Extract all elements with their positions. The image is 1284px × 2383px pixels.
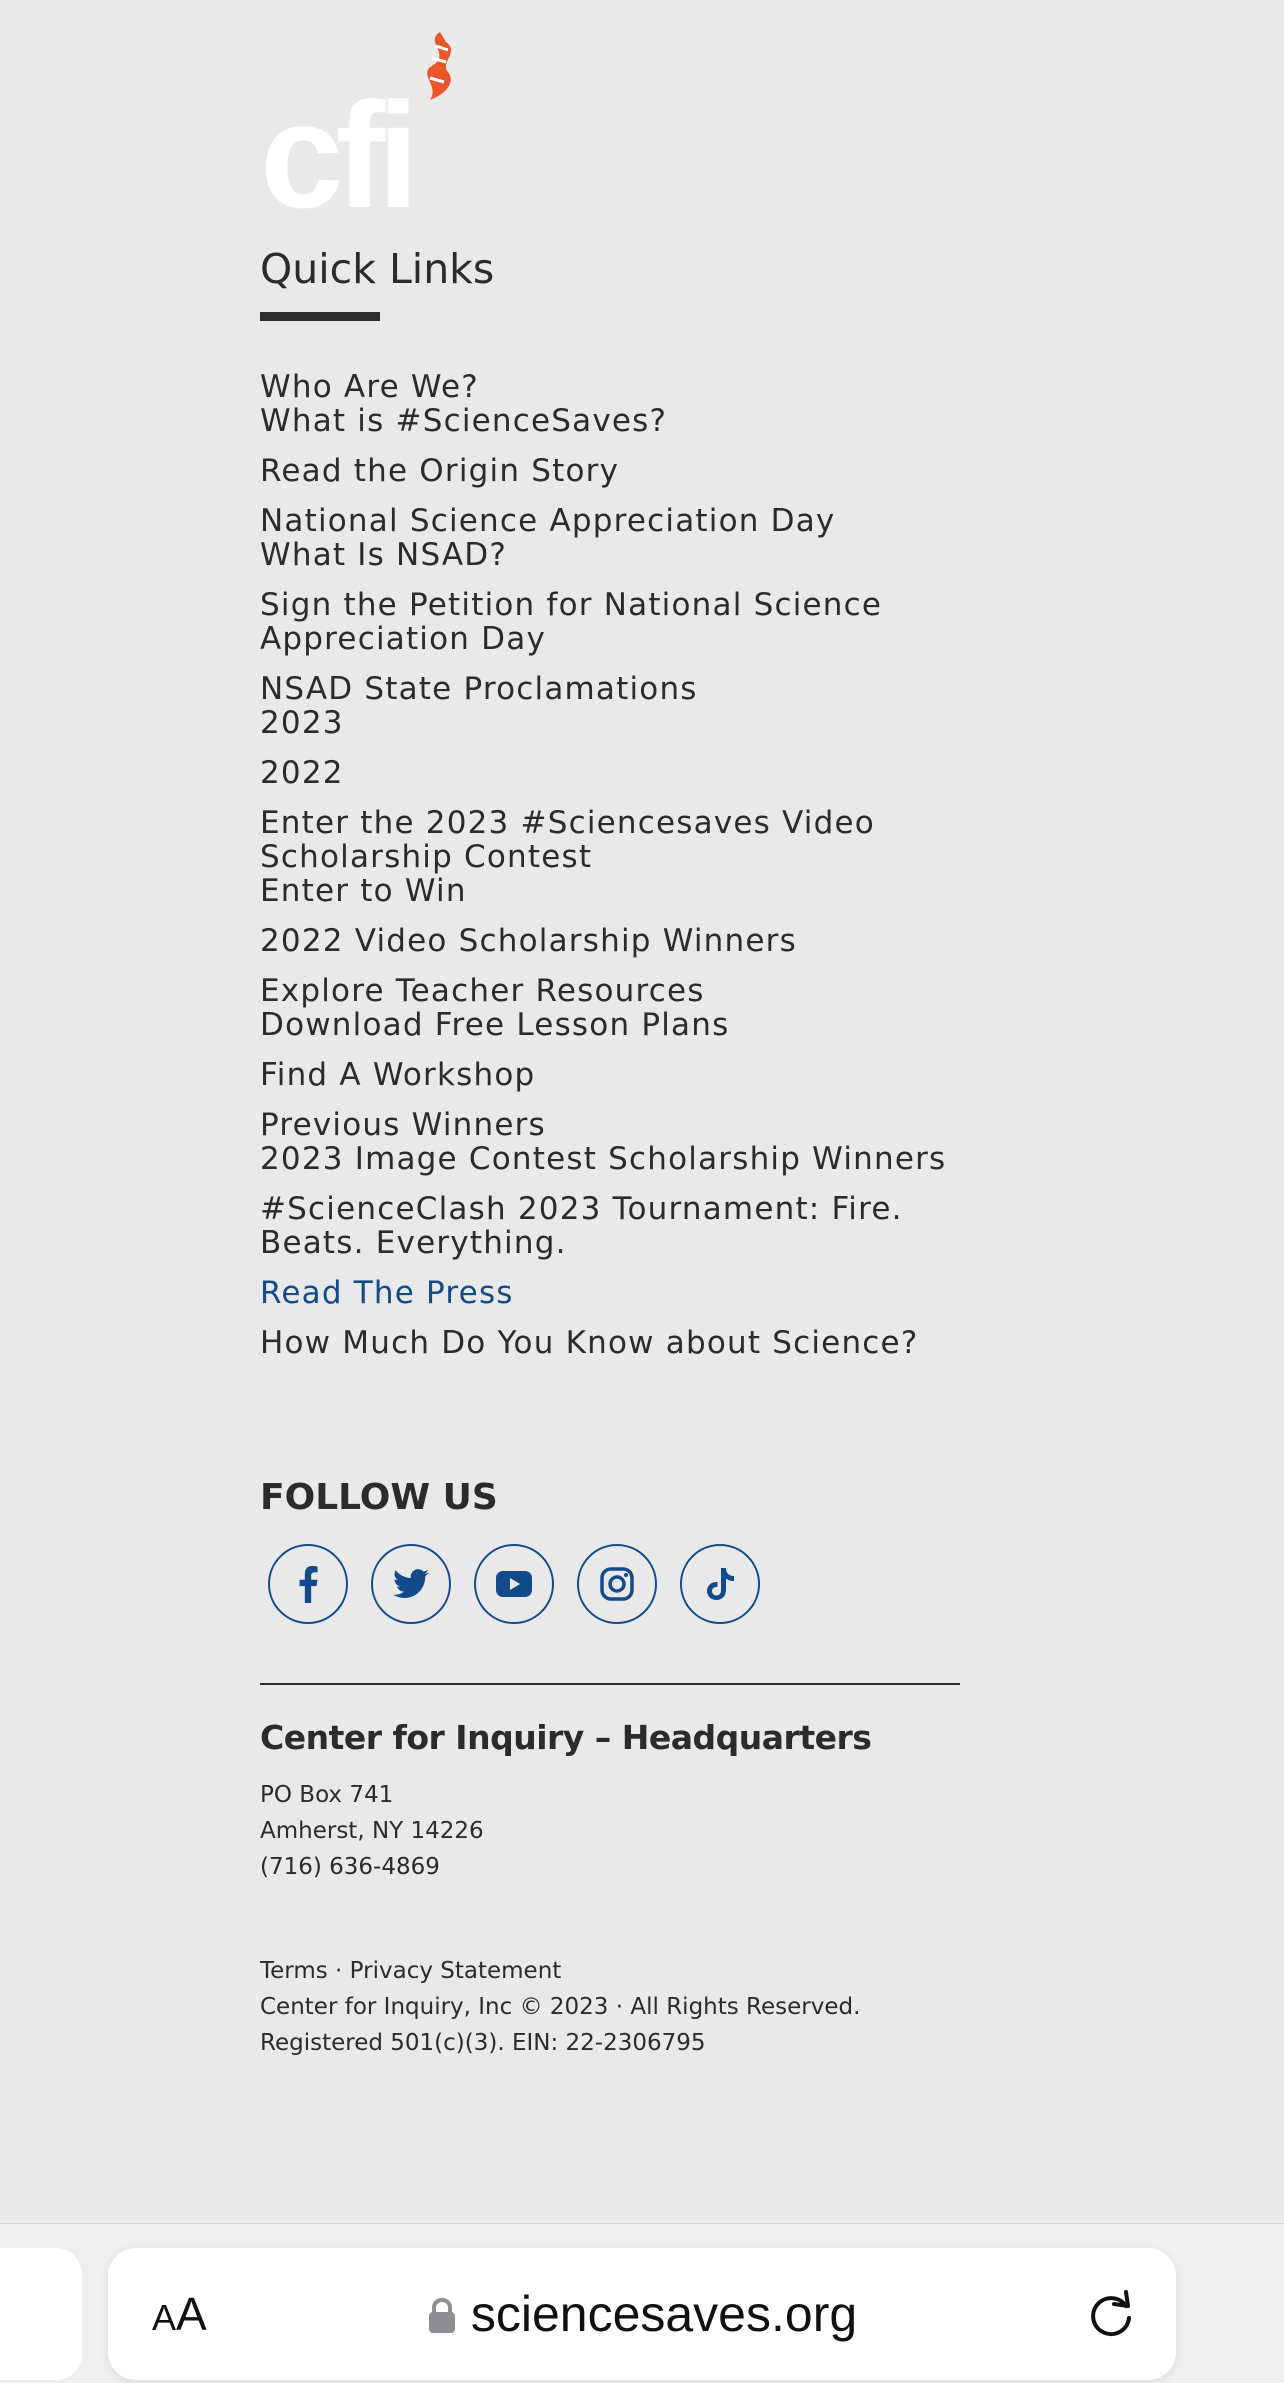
twitter-icon <box>393 1569 429 1599</box>
link-video-contest-cont[interactable]: Scholarship Contest <box>260 839 593 875</box>
tiktok-icon <box>705 1566 735 1602</box>
link-what-is-sciencesaves[interactable]: What is #ScienceSaves? <box>260 403 668 439</box>
hq-address <box>260 1777 484 1885</box>
browser-toolbar <box>0 2223 1284 2383</box>
heading-underline <box>260 312 380 321</box>
copyright-text: Center for Inquiry, Inc © 2023 · All Rights Reserved. <box>260 1994 861 2020</box>
facebook-link[interactable] <box>268 1544 348 1624</box>
link-what-is-nsad[interactable]: What Is NSAD? <box>260 537 508 573</box>
footer-divider <box>260 1683 960 1685</box>
link-sign-petition-cont[interactable]: Appreciation Day <box>260 621 546 657</box>
link-lesson-plans[interactable]: Download Free Lesson Plans <box>260 1007 730 1043</box>
phone-number[interactable]: (716) 636-4869 <box>260 1854 440 1880</box>
link-origin-story[interactable]: Read the Origin Story <box>260 453 620 489</box>
legal-separator: · <box>327 1958 350 1984</box>
link-science-quiz[interactable]: How Much Do You Know about Science? <box>260 1325 919 1361</box>
link-video-winners-2022[interactable]: 2022 Video Scholarship Winners <box>260 923 797 959</box>
text-size-small: A <box>152 2297 177 2338</box>
link-scienceclash-cont[interactable]: Beats. Everything. <box>260 1225 567 1261</box>
link-2023[interactable]: 2023 <box>260 705 344 741</box>
link-image-contest-winners[interactable]: 2023 Image Contest Scholarship Winners <box>260 1141 947 1177</box>
quick-links-list <box>260 370 960 1360</box>
link-read-the-press[interactable]: Read The Press <box>260 1275 514 1311</box>
tiktok-link[interactable] <box>680 1544 760 1624</box>
instagram-link[interactable] <box>577 1544 657 1624</box>
registration-text: Registered 501(c)(3). EIN: 22-2306795 <box>260 2030 706 2056</box>
youtube-link[interactable] <box>474 1544 554 1624</box>
logo-wordmark: cfi <box>260 71 412 239</box>
link-state-proclamations[interactable]: NSAD State Proclamations <box>260 671 698 707</box>
text-size-large: A <box>176 2288 207 2340</box>
dna-helix-icon <box>410 28 466 108</box>
twitter-link[interactable] <box>371 1544 451 1624</box>
previous-tab-edge[interactable] <box>0 2248 82 2380</box>
reload-icon[interactable] <box>1086 2288 1136 2340</box>
address-bar[interactable] <box>108 2248 1176 2380</box>
link-sign-petition[interactable]: Sign the Petition for National Science <box>260 587 883 623</box>
legal-info <box>260 1953 860 2061</box>
terms-link[interactable]: Terms <box>260 1958 328 1984</box>
link-2022[interactable]: 2022 <box>260 755 344 791</box>
hq-heading: Center for Inquiry – Headquarters <box>260 1718 872 1757</box>
instagram-icon <box>600 1567 634 1601</box>
link-find-workshop[interactable]: Find A Workshop <box>260 1057 536 1093</box>
link-scienceclash[interactable]: #ScienceClash 2023 Tournament: Fire. <box>260 1191 903 1227</box>
link-nsad[interactable]: National Science Appreciation Day <box>260 503 836 539</box>
privacy-link[interactable]: Privacy Statement <box>349 1958 562 1984</box>
link-who-are-we[interactable]: Who Are We? <box>260 369 479 405</box>
url-text: sciencesaves.org <box>470 2286 858 2342</box>
link-video-contest[interactable]: Enter the 2023 #Sciencesaves Video <box>260 805 875 841</box>
quick-links-heading: Quick Links <box>260 245 495 293</box>
link-enter-to-win[interactable]: Enter to Win <box>260 873 467 909</box>
address-line-1: PO Box 741 <box>260 1782 394 1808</box>
link-previous-winners[interactable]: Previous Winners <box>260 1107 546 1143</box>
follow-us-heading: FOLLOW US <box>260 1477 498 1518</box>
facebook-icon <box>293 1565 323 1603</box>
social-links <box>268 1544 760 1624</box>
address-line-2: Amherst, NY 14226 <box>260 1818 484 1844</box>
link-teacher-resources[interactable]: Explore Teacher Resources <box>260 973 705 1009</box>
legal-links <box>260 1953 860 1989</box>
cfi-logo[interactable] <box>260 28 470 239</box>
lock-icon <box>427 2297 457 2335</box>
url-display[interactable] <box>108 2286 1176 2342</box>
youtube-icon <box>496 1571 532 1597</box>
